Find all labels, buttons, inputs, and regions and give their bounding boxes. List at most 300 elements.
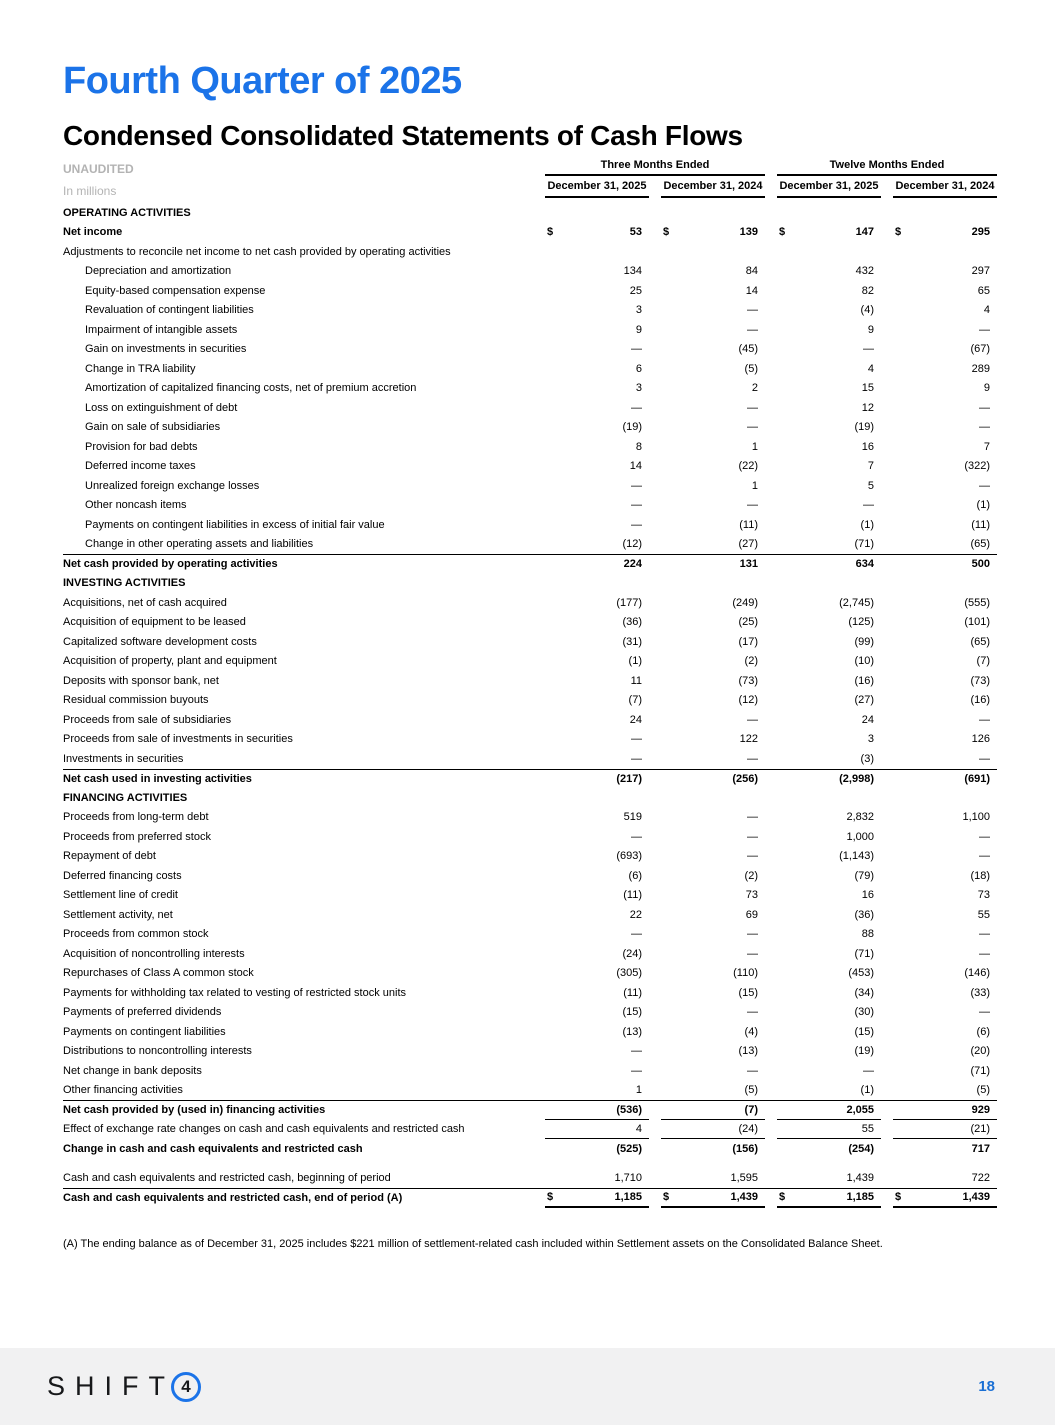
group-header-twelve-months: Twelve Months Ended xyxy=(777,159,997,176)
value-cell xyxy=(649,1169,765,1189)
table-row xyxy=(63,379,997,399)
value-cell xyxy=(649,340,765,360)
value-cell xyxy=(533,925,649,945)
value-cell xyxy=(533,770,649,789)
cell-value: (5) xyxy=(744,1084,758,1097)
cell-value: 55 xyxy=(861,1122,874,1135)
value-cell xyxy=(533,847,649,867)
value-cell xyxy=(765,944,881,964)
cell-value: — xyxy=(631,479,642,492)
dollar-sign: $ xyxy=(895,226,902,239)
value-cell xyxy=(881,905,997,925)
value-cell xyxy=(881,1169,997,1189)
cell-value: 11 xyxy=(630,674,642,687)
value-cell xyxy=(533,203,649,223)
value-cell xyxy=(533,574,649,594)
row-label: Deposits with sponsor bank, net xyxy=(63,674,219,687)
cell-value: (1,143) xyxy=(839,850,874,863)
cell-value: 1,595 xyxy=(730,1172,758,1185)
value-cell xyxy=(533,515,649,535)
value-cell xyxy=(881,281,997,301)
cell-value: — xyxy=(979,928,990,941)
value-cell xyxy=(649,1061,765,1081)
value-cell xyxy=(533,320,649,340)
value-cell xyxy=(533,340,649,360)
cell-value: 295 xyxy=(971,226,990,239)
row-label: Payments on contingent liabilities in excess of initial fair value xyxy=(85,518,385,531)
value-cell xyxy=(649,730,765,750)
row-label: Settlement line of credit xyxy=(63,889,178,902)
row-label: Net income xyxy=(63,226,123,239)
value-cell xyxy=(765,223,881,243)
cell-value: (536) xyxy=(616,1103,642,1116)
value-cell xyxy=(881,437,997,457)
table-row xyxy=(63,203,997,223)
cell-value: 9 xyxy=(983,382,990,395)
cell-value: (691) xyxy=(964,772,990,785)
value-cell xyxy=(649,1022,765,1042)
row-label: Provision for bad debts xyxy=(85,440,198,453)
row-label: Change in cash and cash equivalents and restricted cash xyxy=(63,1142,363,1155)
cell-value: (156) xyxy=(732,1142,758,1155)
value-cell xyxy=(881,944,997,964)
cell-value: (15) xyxy=(854,1025,874,1038)
cell-value: 4 xyxy=(635,1122,642,1135)
cell-value: 7 xyxy=(867,460,874,473)
value-cell xyxy=(533,593,649,613)
value-cell xyxy=(649,808,765,828)
value-cell xyxy=(881,808,997,828)
table-row xyxy=(63,944,997,964)
value-cell xyxy=(533,964,649,984)
value-cell xyxy=(533,359,649,379)
value-cell xyxy=(765,1042,881,1062)
value-cell xyxy=(881,613,997,633)
value-cell xyxy=(765,613,881,633)
cell-value: — xyxy=(631,928,642,941)
row-label: FINANCING ACTIVITIES xyxy=(63,791,188,804)
cell-value: (125) xyxy=(848,616,874,629)
cell-value: 289 xyxy=(971,362,990,375)
row-label: Proceeds from preferred stock xyxy=(63,830,211,843)
cell-value: 9 xyxy=(635,323,642,336)
cell-value: 16 xyxy=(861,889,874,902)
cell-value: (12) xyxy=(622,538,642,551)
cell-value: (65) xyxy=(970,635,990,648)
value-cell xyxy=(881,770,997,789)
value-cell xyxy=(533,281,649,301)
value-cell xyxy=(765,262,881,282)
value-cell xyxy=(881,457,997,477)
cell-value: (1) xyxy=(628,655,642,668)
value-cell xyxy=(649,749,765,769)
col-header-1: December 31, 2025 xyxy=(545,176,649,198)
cell-value: (101) xyxy=(964,616,990,629)
cell-value: (2,998) xyxy=(839,772,874,785)
value-cell xyxy=(649,925,765,945)
value-cell xyxy=(881,320,997,340)
value-cell xyxy=(765,1169,881,1189)
value-cell xyxy=(881,242,997,262)
value-cell xyxy=(649,535,765,555)
value-cell xyxy=(881,827,997,847)
cell-value: 500 xyxy=(971,558,990,571)
table-row xyxy=(63,905,997,925)
value-cell xyxy=(649,555,765,574)
row-label: Deferred income taxes xyxy=(85,460,196,473)
value-cell xyxy=(649,1042,765,1062)
cell-value: 147 xyxy=(855,226,874,239)
table-row xyxy=(63,827,997,847)
value-cell xyxy=(765,691,881,711)
cell-value: — xyxy=(631,401,642,414)
value-cell xyxy=(533,1022,649,1042)
table-row xyxy=(63,398,997,418)
cell-value: 24 xyxy=(629,713,642,726)
row-label: Net cash provided by (used in) financing activities xyxy=(63,1104,326,1117)
table-row xyxy=(63,613,997,633)
cell-value: (20) xyxy=(970,1045,990,1058)
table-row xyxy=(63,983,997,1003)
table-row xyxy=(63,847,997,867)
value-cell xyxy=(533,827,649,847)
value-cell xyxy=(533,555,649,574)
cell-value: 82 xyxy=(861,284,874,297)
row-label: Acquisition of noncontrolling interests xyxy=(63,947,245,960)
row-label: Payments on contingent liabilities xyxy=(63,1025,226,1038)
value-cell xyxy=(881,1022,997,1042)
cell-value: (305) xyxy=(616,967,642,980)
cell-value: 1,100 xyxy=(962,811,990,824)
row-label: Effect of exchange rate changes on cash and cash equivalents and restricted cash xyxy=(63,1123,465,1136)
page-footer xyxy=(0,1348,1055,1425)
value-cell xyxy=(533,1101,649,1120)
value-cell xyxy=(881,379,997,399)
cell-value: — xyxy=(979,830,990,843)
table-row xyxy=(63,1042,997,1062)
value-cell xyxy=(533,418,649,438)
value-cell xyxy=(649,866,765,886)
row-label: Net cash provided by operating activities xyxy=(63,558,278,571)
cell-value: 6 xyxy=(635,362,642,375)
row-label: Distributions to noncontrolling interests xyxy=(63,1045,252,1058)
cell-value: (322) xyxy=(964,460,990,473)
value-cell xyxy=(881,983,997,1003)
table-row xyxy=(63,1061,997,1081)
value-cell xyxy=(533,1081,649,1101)
row-label: Acquisitions, net of cash acquired xyxy=(63,596,227,609)
row-label: Change in other operating assets and liabilities xyxy=(85,538,314,551)
cell-value: (27) xyxy=(738,538,758,551)
value-cell xyxy=(649,1189,765,1208)
value-cell xyxy=(881,340,997,360)
table-row xyxy=(63,262,997,282)
cell-value: 1,000 xyxy=(846,830,874,843)
table-row xyxy=(63,457,997,477)
row-label: Unrealized foreign exchange losses xyxy=(85,479,260,492)
cell-value: (7) xyxy=(976,655,990,668)
cell-value: (525) xyxy=(616,1142,642,1155)
cell-value: 84 xyxy=(745,265,758,278)
table-row xyxy=(63,749,997,769)
cell-value: — xyxy=(631,343,642,356)
table-date-header-row xyxy=(63,176,997,198)
value-cell xyxy=(765,1139,881,1159)
cell-value: — xyxy=(979,1006,990,1019)
cell-value: (73) xyxy=(970,674,990,687)
value-cell xyxy=(649,827,765,847)
value-cell xyxy=(881,632,997,652)
table-row xyxy=(63,652,997,672)
cell-value: — xyxy=(979,713,990,726)
value-cell xyxy=(881,1120,997,1140)
value-cell xyxy=(649,515,765,535)
table-row xyxy=(63,242,997,262)
cell-value: 3 xyxy=(635,304,642,317)
cell-value: (2) xyxy=(744,869,758,882)
cell-value: (6) xyxy=(628,869,642,882)
table-row xyxy=(63,808,997,828)
table-row xyxy=(63,691,997,711)
cell-value: — xyxy=(631,518,642,531)
value-cell xyxy=(765,1189,881,1208)
value-cell xyxy=(649,632,765,652)
cell-value: 5 xyxy=(867,479,874,492)
cell-value: (453) xyxy=(848,967,874,980)
row-label: Gain on investments in securities xyxy=(85,343,247,356)
value-cell xyxy=(881,1081,997,1101)
cell-value: (18) xyxy=(970,869,990,882)
value-cell xyxy=(765,1061,881,1081)
row-label: Equity-based compensation expense xyxy=(85,284,266,297)
value-cell xyxy=(765,593,881,613)
cell-value: (5) xyxy=(976,1084,990,1097)
table-row xyxy=(63,476,997,496)
cell-value: 8 xyxy=(635,440,642,453)
cell-value: 1,185 xyxy=(614,1191,642,1204)
cell-value: — xyxy=(747,401,758,414)
cell-value: — xyxy=(863,343,874,356)
value-cell xyxy=(881,749,997,769)
table-row xyxy=(63,437,997,457)
row-label: Residual commission buyouts xyxy=(63,694,209,707)
cell-value: 69 xyxy=(745,908,758,921)
row-label: Revaluation of contingent liabilities xyxy=(85,304,254,317)
value-cell xyxy=(881,203,997,223)
table-row xyxy=(63,1188,997,1208)
cell-value: (19) xyxy=(622,421,642,434)
value-cell xyxy=(533,944,649,964)
cell-value: 15 xyxy=(861,382,874,395)
cell-value: 14 xyxy=(745,284,758,297)
value-cell xyxy=(649,652,765,672)
table-row xyxy=(63,1081,997,1101)
cell-value: 4 xyxy=(983,304,990,317)
value-cell xyxy=(765,770,881,789)
in-millions-label: In millions xyxy=(63,184,117,198)
row-label: Proceeds from long-term debt xyxy=(63,811,209,824)
cell-value: (71) xyxy=(970,1064,990,1077)
value-cell xyxy=(765,437,881,457)
cell-value: 1 xyxy=(635,1084,642,1097)
cell-value: 1,439 xyxy=(962,1191,990,1204)
value-cell xyxy=(533,242,649,262)
row-label: Repayment of debt xyxy=(63,850,156,863)
value-cell xyxy=(649,847,765,867)
value-cell xyxy=(649,496,765,516)
unaudited-label: UNAUDITED xyxy=(63,162,134,176)
cell-value: (79) xyxy=(854,869,874,882)
value-cell xyxy=(765,1120,881,1140)
value-cell xyxy=(533,788,649,808)
table-row xyxy=(63,866,997,886)
cell-value: 2,832 xyxy=(846,811,874,824)
cell-value: (21) xyxy=(970,1122,990,1135)
cell-value: 634 xyxy=(855,558,874,571)
row-label: OPERATING ACTIVITIES xyxy=(63,206,191,219)
cell-value: 432 xyxy=(855,265,874,278)
cell-value: (1) xyxy=(860,518,874,531)
cell-value: (254) xyxy=(848,1142,874,1155)
value-cell xyxy=(765,457,881,477)
cell-value: 2 xyxy=(751,382,758,395)
value-cell xyxy=(649,223,765,243)
value-cell xyxy=(765,925,881,945)
cell-value: (67) xyxy=(970,343,990,356)
row-label: Cash and cash equivalents and restricted cash, end of period (A) xyxy=(63,1192,403,1205)
value-cell xyxy=(765,788,881,808)
value-cell xyxy=(533,905,649,925)
cell-value: (65) xyxy=(970,538,990,551)
table-row xyxy=(63,964,997,984)
cell-value: (555) xyxy=(964,596,990,609)
cell-value: 88 xyxy=(861,928,874,941)
value-cell xyxy=(765,203,881,223)
cell-value: 3 xyxy=(635,382,642,395)
cell-value: — xyxy=(631,733,642,746)
value-cell xyxy=(881,1003,997,1023)
value-cell xyxy=(649,1120,765,1140)
value-cell xyxy=(533,1042,649,1062)
cell-value: — xyxy=(631,499,642,512)
value-cell xyxy=(881,730,997,750)
value-cell xyxy=(765,964,881,984)
cell-value: 1,439 xyxy=(730,1191,758,1204)
value-cell xyxy=(649,359,765,379)
cell-value: 722 xyxy=(971,1172,990,1185)
value-cell xyxy=(881,535,997,555)
page-number: 18 xyxy=(978,1378,995,1395)
value-cell xyxy=(881,671,997,691)
value-cell xyxy=(649,944,765,964)
cell-value: (13) xyxy=(622,1025,642,1038)
cell-value: — xyxy=(747,323,758,336)
table-row xyxy=(63,1169,997,1189)
row-label: Proceeds from common stock xyxy=(63,928,209,941)
cell-value: 122 xyxy=(739,733,758,746)
value-cell xyxy=(649,1101,765,1120)
value-cell xyxy=(533,1169,649,1189)
cell-value: 1,185 xyxy=(846,1191,874,1204)
cell-value: 12 xyxy=(861,401,874,414)
table-row xyxy=(63,340,997,360)
value-cell xyxy=(649,398,765,418)
table-row xyxy=(63,593,997,613)
cell-value: (7) xyxy=(628,694,642,707)
cell-value: (15) xyxy=(738,986,758,999)
shift4-logo xyxy=(47,1371,201,1402)
value-cell xyxy=(881,555,997,574)
value-cell xyxy=(533,1189,649,1208)
table-row xyxy=(63,710,997,730)
value-cell xyxy=(881,925,997,945)
value-cell xyxy=(533,866,649,886)
cell-value: (33) xyxy=(970,986,990,999)
value-cell xyxy=(765,359,881,379)
value-cell xyxy=(649,905,765,925)
value-cell xyxy=(765,574,881,594)
cell-value: — xyxy=(747,830,758,843)
cell-value: (11) xyxy=(739,518,758,531)
row-label: Net change in bank deposits xyxy=(63,1064,202,1077)
cell-value: (256) xyxy=(732,772,758,785)
row-label: Proceeds from sale of subsidiaries xyxy=(63,713,232,726)
cell-value: 1,439 xyxy=(846,1172,874,1185)
value-cell xyxy=(649,262,765,282)
value-cell xyxy=(649,242,765,262)
value-cell xyxy=(533,983,649,1003)
value-cell xyxy=(649,770,765,789)
value-cell xyxy=(765,340,881,360)
value-cell xyxy=(765,379,881,399)
table-row xyxy=(63,418,997,438)
table-row xyxy=(63,925,997,945)
value-cell xyxy=(533,476,649,496)
value-cell xyxy=(765,301,881,321)
cell-value: (17) xyxy=(738,635,758,648)
table-row xyxy=(63,1022,997,1042)
cell-value: 73 xyxy=(745,889,758,902)
value-cell xyxy=(649,1139,765,1159)
value-cell xyxy=(533,262,649,282)
value-cell xyxy=(533,223,649,243)
cell-value: 14 xyxy=(629,460,642,473)
value-cell xyxy=(881,788,997,808)
cell-value: (22) xyxy=(738,460,758,473)
cell-value: — xyxy=(979,850,990,863)
cell-value: 24 xyxy=(861,713,874,726)
table-row xyxy=(63,1139,997,1159)
cell-value: (6) xyxy=(976,1025,990,1038)
row-label: Acquisition of property, plant and equipment xyxy=(63,655,277,668)
cell-value: (177) xyxy=(616,596,642,609)
cell-value: (15) xyxy=(622,1006,642,1019)
value-cell xyxy=(649,574,765,594)
value-cell xyxy=(533,1003,649,1023)
dollar-sign: $ xyxy=(547,1191,554,1204)
cell-value: (25) xyxy=(738,616,758,629)
row-label: Repurchases of Class A common stock xyxy=(63,967,254,980)
table-row xyxy=(63,359,997,379)
cell-value: 22 xyxy=(629,908,642,921)
value-cell xyxy=(881,476,997,496)
cell-value: (36) xyxy=(622,616,642,629)
value-cell xyxy=(765,886,881,906)
row-label: Depreciation and amortization xyxy=(85,265,232,278)
value-cell xyxy=(881,574,997,594)
value-cell xyxy=(533,1139,649,1159)
row-label: Investments in securities xyxy=(63,752,184,765)
